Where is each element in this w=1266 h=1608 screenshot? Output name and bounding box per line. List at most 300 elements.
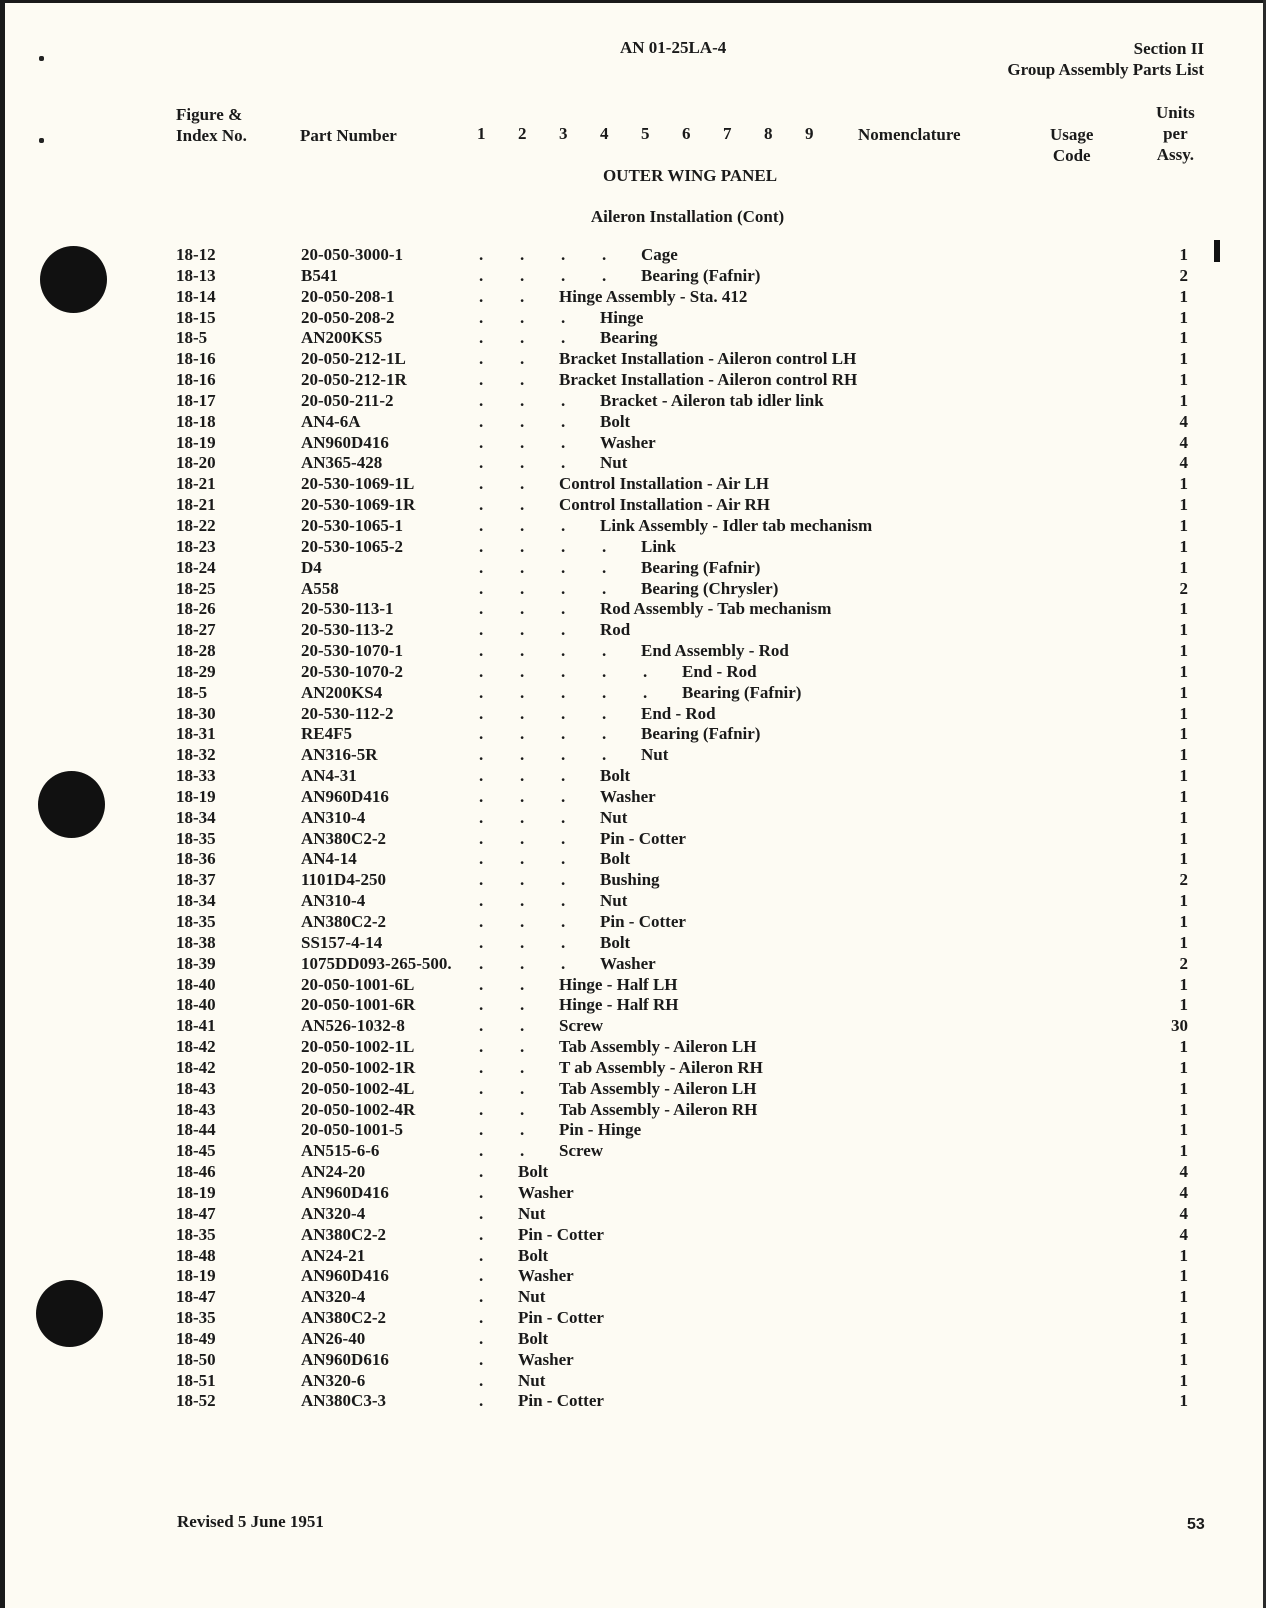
table-row — [0, 433, 1266, 454]
table-row — [0, 537, 1266, 558]
indent-dot: . — [479, 307, 484, 327]
part-number: AN200KS5 — [301, 328, 383, 348]
units-per-assembly: 1 — [1179, 912, 1188, 931]
indent-dot: . — [479, 766, 484, 786]
nomenclature: Link — [641, 536, 676, 556]
indent-dot: . — [479, 891, 484, 911]
indent-dot: . — [561, 641, 566, 661]
part-number: 20-050-211-2 — [301, 390, 394, 410]
indent-dot: . — [602, 265, 607, 285]
column-header-nomenclature: Nomenclature — [858, 125, 961, 144]
indent-dot: . — [602, 682, 607, 702]
nomenclature: Pin - Cotter — [518, 1391, 604, 1411]
nomenclature: Pin - Cotter — [518, 1224, 604, 1244]
figure-index: 18-35 — [176, 1308, 216, 1328]
units-per-assembly: 1 — [1179, 599, 1188, 619]
nomenclature: End Assembly - Rod — [641, 641, 789, 661]
indent-dot: . — [561, 745, 566, 765]
figure-index: 18-47 — [176, 1203, 216, 1223]
indent-dot: . — [520, 912, 525, 931]
figure-index: 18-27 — [176, 620, 216, 640]
units-per-assembly: 1 — [1179, 307, 1188, 327]
figure-index: 18-29 — [176, 661, 216, 681]
units-per-assembly: 1 — [1179, 1099, 1188, 1119]
part-number: 20-050-1001-6L — [301, 974, 415, 994]
units-per-assembly: 1 — [1179, 766, 1188, 786]
nomenclature: Bracket Installation - Aileron control LH — [559, 349, 857, 369]
figure-index: 18-23 — [176, 536, 216, 556]
part-number: AN310-4 — [301, 807, 366, 827]
figure-index: 18-43 — [176, 1099, 216, 1119]
indent-dot: . — [602, 557, 607, 577]
indent-dot: . — [479, 974, 484, 994]
column-header-level-8: 8 — [764, 124, 773, 143]
indent-dot: . — [520, 265, 525, 285]
indent-dot: . — [520, 1120, 525, 1140]
indent-dot: . — [520, 661, 525, 681]
nomenclature: End - Rod — [641, 703, 716, 723]
indent-dot: . — [479, 932, 484, 952]
table-row — [0, 1308, 1266, 1329]
units-per-assembly: 1 — [1179, 1245, 1188, 1265]
part-number: AN380C2-2 — [301, 912, 386, 931]
part-number: AN320-4 — [301, 1203, 366, 1223]
figure-index: 18-5 — [176, 682, 208, 702]
figure-index: 18-19 — [176, 786, 216, 806]
figure-index: 18-19 — [176, 1266, 216, 1286]
indent-dot: . — [479, 807, 484, 827]
figure-index: 18-39 — [176, 953, 216, 973]
units-per-assembly: 1 — [1179, 807, 1188, 827]
part-number: 20-050-1002-1L — [301, 1037, 415, 1057]
table-row — [0, 287, 1266, 308]
units-per-assembly: 1 — [1179, 641, 1188, 661]
nomenclature: Pin - Cotter — [600, 828, 686, 848]
figure-index: 18-48 — [176, 1245, 216, 1265]
table-row — [0, 745, 1266, 766]
part-number: D4 — [301, 557, 322, 577]
table-row — [0, 1391, 1266, 1412]
indent-dot: . — [479, 453, 484, 473]
table-row — [0, 766, 1266, 787]
units-per-assembly: 2 — [1179, 870, 1188, 890]
indent-dot: . — [520, 370, 525, 390]
column-header-figure-line1: Figure & — [176, 105, 243, 124]
indent-dot: . — [520, 245, 525, 264]
indent-dot: . — [479, 620, 484, 640]
indent-dot: . — [520, 807, 525, 827]
table-row — [0, 1183, 1266, 1204]
indent-dot: . — [520, 328, 525, 348]
table-row — [0, 495, 1266, 516]
units-per-assembly: 2 — [1179, 265, 1188, 285]
column-header-part-number: Part Number — [300, 126, 397, 145]
indent-dot: . — [479, 432, 484, 452]
column-header-level-1: 1 — [477, 124, 486, 143]
units-per-assembly: 1 — [1179, 245, 1188, 264]
indent-dot: . — [520, 953, 525, 973]
table-row — [0, 829, 1266, 850]
indent-dot: . — [561, 807, 566, 827]
indent-dot: . — [479, 724, 484, 744]
part-number: 1075DD093-265-500. — [301, 953, 452, 973]
indent-dot: . — [479, 495, 484, 515]
nomenclature: Bushing — [600, 870, 660, 890]
units-per-assembly: 1 — [1179, 1078, 1188, 1098]
part-number: 20-050-1002-4L — [301, 1078, 415, 1098]
figure-index: 18-12 — [176, 245, 216, 264]
indent-dot: . — [561, 891, 566, 911]
indent-dot: . — [520, 578, 525, 598]
nomenclature: Tab Assembly - Aileron RH — [559, 1099, 758, 1119]
nomenclature: Washer — [600, 786, 656, 806]
nomenclature: Nut — [600, 891, 628, 911]
units-per-assembly: 1 — [1179, 891, 1188, 911]
column-header-usage-line1: Usage — [1050, 125, 1094, 144]
part-number: 20-050-212-1R — [301, 370, 407, 390]
table-row — [0, 1266, 1266, 1287]
indent-dot: . — [479, 1224, 484, 1244]
indent-dot: . — [479, 1099, 484, 1119]
nomenclature: Link Assembly - Idler tab mechanism — [600, 515, 873, 535]
indent-dot: . — [520, 766, 525, 786]
table-row — [0, 662, 1266, 683]
table-row — [0, 1100, 1266, 1121]
nomenclature: Nut — [600, 807, 628, 827]
units-per-assembly: 4 — [1179, 453, 1188, 473]
indent-dot: . — [520, 432, 525, 452]
revision-date: Revised 5 June 1951 — [177, 1512, 324, 1531]
indent-dot: . — [520, 870, 525, 890]
part-number: 20-050-208-1 — [301, 286, 395, 306]
units-per-assembly: 1 — [1179, 1120, 1188, 1140]
nomenclature: Tab Assembly - Aileron LH — [559, 1037, 757, 1057]
indent-dot: . — [602, 724, 607, 744]
indent-dot: . — [520, 745, 525, 765]
indent-dot: . — [561, 932, 566, 952]
indent-dot: . — [479, 661, 484, 681]
units-per-assembly: 1 — [1179, 1391, 1188, 1411]
nomenclature: Hinge - Half RH — [559, 995, 679, 1015]
indent-dot: . — [520, 557, 525, 577]
figure-index: 18-32 — [176, 745, 216, 765]
table-row — [0, 870, 1266, 891]
part-number: AN960D416 — [301, 1266, 389, 1286]
part-number: AN526-1032-8 — [301, 1016, 405, 1036]
figure-index: 18-28 — [176, 641, 216, 661]
section-label: Section II — [1133, 39, 1204, 58]
units-per-assembly: 1 — [1179, 703, 1188, 723]
table-row — [0, 849, 1266, 870]
nomenclature: Bearing (Fafnir) — [682, 682, 802, 702]
figure-index: 18-41 — [176, 1016, 216, 1036]
units-per-assembly: 4 — [1179, 411, 1188, 431]
figure-index: 18-42 — [176, 1037, 216, 1057]
figure-index: 18-40 — [176, 995, 216, 1015]
indent-dot: . — [479, 1328, 484, 1348]
table-row — [0, 579, 1266, 600]
table-row — [0, 516, 1266, 537]
column-header-units-line3: Assy. — [1156, 145, 1195, 164]
part-number: AN380C2-2 — [301, 828, 386, 848]
indent-dot: . — [561, 390, 566, 410]
part-number: AN316-5R — [301, 745, 378, 765]
indent-dot: . — [479, 474, 484, 494]
table-row — [0, 1287, 1266, 1308]
figure-index: 18-17 — [176, 390, 216, 410]
table-row — [0, 308, 1266, 329]
indent-dot: . — [520, 974, 525, 994]
units-per-assembly: 1 — [1179, 515, 1188, 535]
table-row — [0, 704, 1266, 725]
units-per-assembly: 1 — [1179, 995, 1188, 1015]
indent-dot: . — [561, 724, 566, 744]
units-per-assembly: 1 — [1179, 1370, 1188, 1390]
part-number: RE4F5 — [301, 724, 352, 744]
units-per-assembly: 4 — [1179, 1182, 1188, 1202]
figure-index: 18-35 — [176, 828, 216, 848]
ink-speck-icon — [39, 138, 44, 143]
indent-dot: . — [561, 682, 566, 702]
indent-dot: . — [520, 515, 525, 535]
figure-index: 18-31 — [176, 724, 216, 744]
nomenclature: Cage — [641, 245, 678, 264]
figure-index: 18-35 — [176, 1224, 216, 1244]
nomenclature: Screw — [559, 1141, 604, 1161]
indent-dot: . — [479, 1203, 484, 1223]
table-row — [0, 1016, 1266, 1037]
table-row — [0, 641, 1266, 662]
part-number: AN515-6-6 — [301, 1141, 380, 1161]
units-per-assembly: 2 — [1179, 953, 1188, 973]
nomenclature: Bracket - Aileron tab idler link — [600, 390, 824, 410]
figure-index: 18-52 — [176, 1391, 216, 1411]
part-number: AN960D616 — [301, 1349, 389, 1369]
table-row — [0, 1079, 1266, 1100]
part-number: 20-530-1065-2 — [301, 536, 403, 556]
column-header-figure-line2: Index No. — [176, 126, 247, 145]
figure-index: 18-5 — [176, 328, 208, 348]
table-row — [0, 975, 1266, 996]
units-per-assembly: 1 — [1179, 1266, 1188, 1286]
indent-dot: . — [479, 703, 484, 723]
table-row — [0, 391, 1266, 412]
indent-dot: . — [479, 1308, 484, 1328]
units-per-assembly: 30 — [1171, 1016, 1188, 1036]
indent-dot: . — [479, 536, 484, 556]
table-row — [0, 266, 1266, 287]
indent-dot: . — [561, 265, 566, 285]
part-number: 20-530-1069-1L — [301, 474, 415, 494]
column-header-level-6: 6 — [682, 124, 691, 143]
group-title: OUTER WING PANEL — [602, 166, 778, 185]
page-number: 53 — [1187, 1516, 1205, 1533]
nomenclature: Bearing (Chrysler) — [641, 578, 779, 598]
table-row — [0, 1350, 1266, 1371]
indent-dot: . — [561, 245, 566, 264]
indent-dot: . — [561, 515, 566, 535]
units-per-assembly: 1 — [1179, 786, 1188, 806]
indent-dot: . — [479, 1287, 484, 1307]
figure-index: 18-21 — [176, 474, 216, 494]
figure-index: 18-26 — [176, 599, 216, 619]
units-per-assembly: 1 — [1179, 1308, 1188, 1328]
table-row — [0, 1371, 1266, 1392]
table-row — [0, 245, 1266, 266]
figure-index: 18-37 — [176, 870, 216, 890]
indent-dot: . — [520, 474, 525, 494]
part-number: AN380C2-2 — [301, 1308, 386, 1328]
nomenclature: Nut — [600, 453, 628, 473]
figure-index: 18-50 — [176, 1349, 216, 1369]
nomenclature: Bearing (Fafnir) — [641, 724, 761, 744]
indent-dot: . — [479, 786, 484, 806]
part-number: AN960D416 — [301, 432, 389, 452]
units-per-assembly: 1 — [1179, 286, 1188, 306]
units-per-assembly: 2 — [1179, 578, 1188, 598]
figure-index: 18-33 — [176, 766, 216, 786]
nomenclature: Washer — [518, 1182, 574, 1202]
nomenclature: Tab Assembly - Aileron LH — [559, 1078, 757, 1098]
nomenclature: T ab Assembly - Aileron RH — [559, 1057, 763, 1077]
figure-index: 18-19 — [176, 432, 216, 452]
indent-dot: . — [479, 557, 484, 577]
nomenclature: Bolt — [518, 1328, 549, 1348]
units-per-assembly: 1 — [1179, 932, 1188, 952]
part-number: 20-530-1069-1R — [301, 495, 416, 515]
nomenclature: Pin - Cotter — [600, 912, 686, 931]
indent-dot: . — [520, 1016, 525, 1036]
column-header-units-line2: per — [1163, 124, 1188, 143]
column-header-level-3: 3 — [559, 124, 568, 143]
units-per-assembly: 1 — [1179, 745, 1188, 765]
units-per-assembly: 1 — [1179, 1037, 1188, 1057]
indent-dot: . — [561, 766, 566, 786]
indent-dot: . — [561, 703, 566, 723]
indent-dot: . — [520, 1057, 525, 1077]
units-per-assembly: 1 — [1179, 1141, 1188, 1161]
nomenclature: Rod — [600, 620, 631, 640]
table-row — [0, 599, 1266, 620]
units-per-assembly: 1 — [1179, 536, 1188, 556]
units-per-assembly: 1 — [1179, 349, 1188, 369]
part-number: AN26-40 — [301, 1328, 366, 1348]
nomenclature: Nut — [518, 1370, 546, 1390]
part-number: 20-050-1001-6R — [301, 995, 416, 1015]
figure-index: 18-40 — [176, 974, 216, 994]
indent-dot: . — [520, 1099, 525, 1119]
indent-dot: . — [479, 578, 484, 598]
part-number: 20-530-1070-2 — [301, 661, 403, 681]
figure-index: 18-25 — [176, 578, 216, 598]
units-per-assembly: 1 — [1179, 328, 1188, 348]
units-per-assembly: 1 — [1179, 661, 1188, 681]
part-number: AN380C3-3 — [301, 1391, 386, 1411]
indent-dot: . — [479, 265, 484, 285]
nomenclature: Nut — [518, 1203, 546, 1223]
figure-index: 18-49 — [176, 1328, 216, 1348]
nomenclature: Washer — [518, 1266, 574, 1286]
table-row — [0, 1329, 1266, 1350]
part-number: AN24-20 — [301, 1162, 366, 1182]
units-per-assembly: 1 — [1179, 620, 1188, 640]
figure-index: 18-13 — [176, 265, 216, 285]
document-number: AN 01-25LA-4 — [620, 38, 727, 57]
indent-dot: . — [520, 620, 525, 640]
figure-index: 18-34 — [176, 807, 216, 827]
indent-dot: . — [520, 932, 525, 952]
indent-dot: . — [479, 328, 484, 348]
units-per-assembly: 1 — [1179, 682, 1188, 702]
table-row — [0, 1204, 1266, 1225]
part-number: 20-530-113-2 — [301, 620, 394, 640]
part-number: 20-050-1001-5 — [301, 1120, 403, 1140]
indent-dot: . — [479, 1245, 484, 1265]
indent-dot: . — [479, 390, 484, 410]
indent-dot: . — [479, 849, 484, 869]
part-number: AN960D416 — [301, 1182, 389, 1202]
indent-dot: . — [520, 849, 525, 869]
indent-dot: . — [520, 995, 525, 1015]
indent-dot: . — [561, 411, 566, 431]
page-edge-top — [0, 0, 1266, 3]
part-number: 1101D4-250 — [301, 870, 386, 890]
figure-index: 18-46 — [176, 1162, 216, 1182]
subgroup-title: Aileron Installation (Cont) — [590, 207, 785, 226]
nomenclature: Bolt — [600, 849, 631, 869]
part-number: AN310-4 — [301, 891, 366, 911]
nomenclature: Hinge Assembly - Sta. 412 — [559, 286, 748, 306]
figure-index: 18-51 — [176, 1370, 216, 1390]
figure-index: 18-38 — [176, 932, 216, 952]
indent-dot: . — [520, 1037, 525, 1057]
part-number: AN365-428 — [301, 453, 383, 473]
figure-index: 18-22 — [176, 515, 216, 535]
table-row — [0, 891, 1266, 912]
units-per-assembly: 1 — [1179, 390, 1188, 410]
figure-index: 18-35 — [176, 912, 216, 931]
indent-dot: . — [602, 661, 607, 681]
ink-speck-icon — [39, 56, 44, 61]
indent-dot: . — [479, 641, 484, 661]
indent-dot: . — [561, 953, 566, 973]
table-row — [0, 474, 1266, 495]
nomenclature: Pin - Hinge — [559, 1120, 642, 1140]
part-number: 20-050-3000-1 — [301, 245, 403, 264]
units-per-assembly: 1 — [1179, 828, 1188, 848]
nomenclature: Hinge - Half LH — [559, 974, 678, 994]
units-per-assembly: 4 — [1179, 1224, 1188, 1244]
part-number: AN4-31 — [301, 766, 357, 786]
figure-index: 18-20 — [176, 453, 216, 473]
table-row — [0, 912, 1266, 933]
indent-dot: . — [479, 870, 484, 890]
table-row — [0, 453, 1266, 474]
indent-dot: . — [602, 578, 607, 598]
units-per-assembly: 1 — [1179, 724, 1188, 744]
nomenclature: Washer — [600, 953, 656, 973]
indent-dot: . — [520, 495, 525, 515]
indent-dot: . — [520, 307, 525, 327]
indent-dot: . — [479, 349, 484, 369]
indent-dot: . — [602, 536, 607, 556]
column-header-usage-code — [1050, 124, 1093, 166]
nomenclature: Pin - Cotter — [518, 1308, 604, 1328]
indent-dot: . — [643, 682, 648, 702]
indent-dot: . — [561, 849, 566, 869]
units-per-assembly: 4 — [1179, 1162, 1188, 1182]
table-row — [0, 724, 1266, 745]
